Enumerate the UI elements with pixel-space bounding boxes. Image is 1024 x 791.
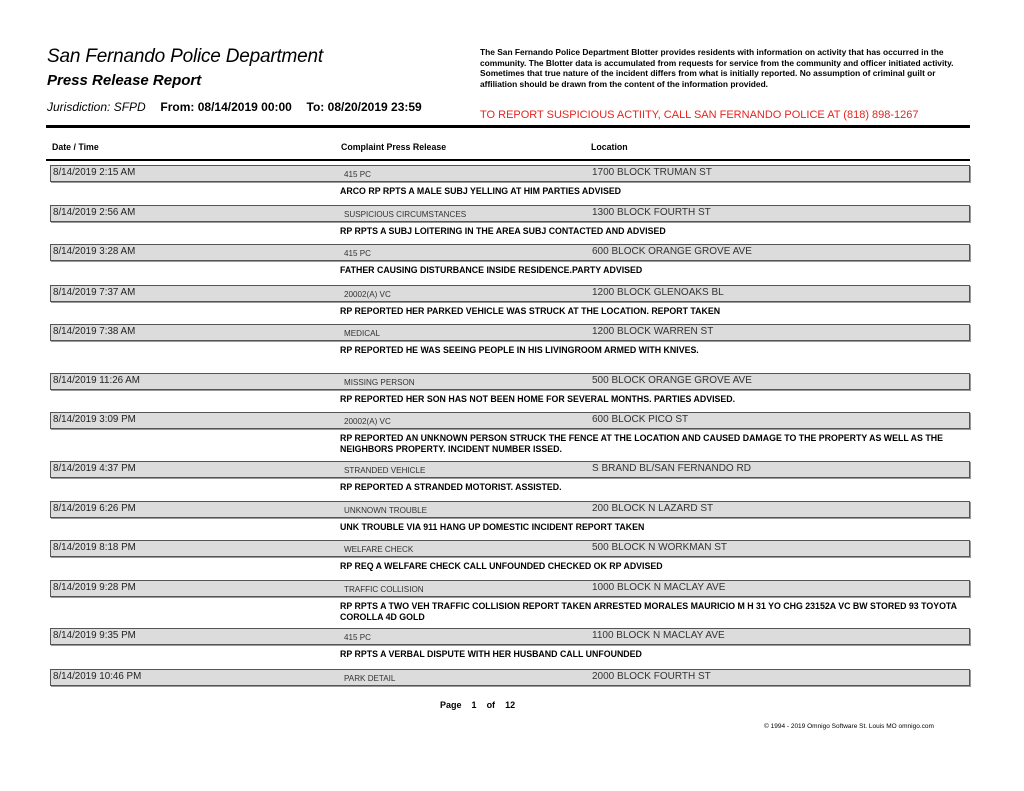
copyright-notice: © 1994 - 2019 Omnigo Software St. Louis MO omnigo.com bbox=[764, 723, 934, 730]
from-value: 08/14/2019 00:00 bbox=[197, 100, 292, 114]
record-narrative: UNK TROUBLE VIA 911 HANG UP DOMESTIC INCIDENT REPORT TAKEN bbox=[340, 522, 645, 532]
record-datetime: 8/14/2019 6:26 PM bbox=[53, 503, 136, 514]
record-location: 1000 BLOCK N MACLAY AVE bbox=[592, 582, 726, 593]
record-location: 500 BLOCK N WORKMAN ST bbox=[592, 542, 728, 553]
page-total: 12 bbox=[505, 700, 516, 710]
record-datetime: 8/14/2019 3:09 PM bbox=[53, 414, 136, 425]
record-location: 500 BLOCK ORANGE GROVE AVE bbox=[592, 375, 752, 386]
record-narrative: RP REPORTED HER PARKED VEHICLE WAS STRUCK AT THE LOCATION. REPORT TAKEN bbox=[340, 306, 721, 316]
column-header-datetime: Date / Time bbox=[52, 142, 99, 152]
record-datetime: 8/14/2019 10:46 PM bbox=[53, 671, 142, 682]
record-location: 1300 BLOCK FOURTH ST bbox=[592, 207, 711, 218]
record-complaint: MEDICAL bbox=[344, 329, 380, 338]
record-location: 1700 BLOCK TRUMAN ST bbox=[592, 167, 712, 178]
record-location: S BRAND BL/SAN FERNANDO RD bbox=[592, 463, 751, 474]
record-datetime: 8/14/2019 9:28 PM bbox=[53, 582, 136, 593]
record-summary-bar bbox=[50, 540, 970, 557]
column-header-divider bbox=[46, 159, 970, 161]
record-complaint: SUSPICIOUS CIRCUMSTANCES bbox=[344, 210, 467, 219]
record-complaint: UNKNOWN TROUBLE bbox=[344, 506, 428, 515]
record-complaint: 20002(A) VC bbox=[344, 417, 391, 426]
record-summary-bar bbox=[50, 580, 970, 597]
page-of: of bbox=[486, 700, 496, 710]
record-datetime: 8/14/2019 3:28 AM bbox=[53, 246, 136, 257]
record-location: 2000 BLOCK FOURTH ST bbox=[592, 671, 711, 682]
to-value: 08/20/2019 23:59 bbox=[327, 100, 422, 114]
record-complaint: STRANDED VEHICLE bbox=[344, 466, 426, 475]
record-narrative: RP RPTS A VERBAL DISPUTE WITH HER HUSBAND CALL UNFOUNDED bbox=[340, 649, 642, 659]
record-summary-bar bbox=[50, 669, 970, 686]
record-location: 200 BLOCK N LAZARD ST bbox=[592, 503, 714, 514]
page-indicator bbox=[440, 700, 515, 710]
record-datetime: 8/14/2019 8:18 PM bbox=[53, 542, 136, 553]
record-narrative: RP RPTS A SUBJ LOITERING IN THE AREA SUBJ CONTACTED AND ADVISED bbox=[340, 226, 666, 236]
record-location: 600 BLOCK PICO ST bbox=[592, 414, 689, 425]
record-complaint: WELFARE CHECK bbox=[344, 545, 414, 554]
table-row bbox=[0, 412, 1024, 459]
record-summary-bar bbox=[50, 628, 970, 645]
record-narrative: RP RPTS A TWO VEH TRAFFIC COLLISION REPORT TAKEN ARRESTED MORALES MAURICIO M H 31 YO CHG 23152A VC BW STORED 93 TOYOTA COROLLA 4D GOLD bbox=[340, 601, 957, 622]
record-narrative: RP REPORTED HER SON HAS NOT BEEN HOME FOR SEVERAL MONTHS. PARTIES ADVISED. bbox=[340, 394, 736, 404]
column-header-complaint: Complaint Press Release bbox=[341, 142, 447, 152]
record-complaint: TRAFFIC COLLISION bbox=[344, 585, 424, 594]
department-title: San Fernando Police Department bbox=[47, 46, 323, 67]
record-complaint: 415 PC bbox=[344, 633, 371, 642]
record-datetime: 8/14/2019 2:15 AM bbox=[53, 167, 136, 178]
record-location: 1100 BLOCK N MACLAY AVE bbox=[592, 630, 725, 641]
record-complaint: 20002(A) VC bbox=[344, 290, 391, 299]
blotter-disclaimer: The San Fernando Police Department Blotter provides residents with information on activity that has occurred in the community. The Blotter data is accumulated from requests for service from the community and officer initiated activity. Sometimes that true nature of the incident differs from what is initially reported. No assumption of criminal guilt or affiliation should be drawn from the content of the information provided. bbox=[480, 47, 954, 89]
record-summary-bar bbox=[50, 165, 970, 182]
report-suspicious-warning: TO REPORT SUSPICIOUS ACTIITY, CALL SAN FERNANDO POLICE AT (818) 898-1267 bbox=[480, 109, 919, 121]
table-row bbox=[0, 244, 1024, 291]
record-narrative: RP REPORTED A STRANDED MOTORIST. ASSISTED. bbox=[340, 482, 562, 492]
record-complaint: 415 PC bbox=[344, 170, 371, 179]
record-summary-bar bbox=[50, 373, 970, 390]
record-datetime: 8/14/2019 2:56 AM bbox=[53, 207, 136, 218]
record-summary-bar bbox=[50, 501, 970, 518]
page-label: Page bbox=[440, 700, 462, 710]
record-location: 600 BLOCK ORANGE GROVE AVE bbox=[592, 246, 752, 257]
jurisdiction-label: Jurisdiction: bbox=[47, 100, 111, 114]
record-narrative: RP REPORTED AN UNKNOWN PERSON STRUCK THE FENCE AT THE LOCATION AND CAUSED DAMAGE TO THE PROPERTY AS WELL AS THE NEIGHBORS PROPERTY. INCIDENT NUMBER ISSED. bbox=[340, 433, 943, 454]
jurisdiction-value: SFPD bbox=[113, 100, 146, 114]
record-narrative: RP REPORTED HE WAS SEEING PEOPLE IN HIS LIVINGROOM ARMED WITH KNIVES. bbox=[340, 345, 699, 355]
record-summary-bar bbox=[50, 244, 970, 261]
header-divider bbox=[46, 125, 970, 128]
to-label: To: bbox=[306, 100, 325, 114]
report-parameters bbox=[47, 100, 422, 114]
record-complaint: 415 PC bbox=[344, 249, 371, 258]
from-label: From: bbox=[160, 100, 195, 114]
table-row bbox=[0, 580, 1024, 627]
record-complaint: PARK DETAIL bbox=[344, 674, 396, 683]
record-location: 1200 BLOCK WARREN ST bbox=[592, 326, 714, 337]
record-summary-bar bbox=[50, 285, 970, 302]
record-summary-bar bbox=[50, 205, 970, 222]
record-narrative: ARCO RP RPTS A MALE SUBJ YELLING AT HIM PARTIES ADVISED bbox=[340, 186, 622, 196]
record-datetime: 8/14/2019 7:37 AM bbox=[53, 287, 136, 298]
record-complaint: MISSING PERSON bbox=[344, 378, 415, 387]
report-subtitle: Press Release Report bbox=[47, 72, 202, 89]
record-datetime: 8/14/2019 7:38 AM bbox=[53, 326, 136, 337]
record-summary-bar bbox=[50, 461, 970, 478]
table-row bbox=[0, 628, 1024, 675]
record-datetime: 8/14/2019 11:26 AM bbox=[53, 375, 140, 386]
record-datetime: 8/14/2019 9:35 PM bbox=[53, 630, 136, 641]
page-current: 1 bbox=[471, 700, 477, 710]
record-summary-bar bbox=[50, 412, 970, 429]
record-narrative: FATHER CAUSING DISTURBANCE INSIDE RESIDENCE.PARTY ADVISED bbox=[340, 265, 643, 275]
column-header-location: Location bbox=[591, 142, 628, 152]
record-summary-bar bbox=[50, 324, 970, 341]
record-narrative: RP REQ A WELFARE CHECK CALL UNFOUNDED CHECKED OK RP ADVISED bbox=[340, 561, 663, 571]
record-location: 1200 BLOCK GLENOAKS BL bbox=[592, 287, 724, 298]
record-datetime: 8/14/2019 4:37 PM bbox=[53, 463, 136, 474]
table-row bbox=[0, 324, 1024, 371]
